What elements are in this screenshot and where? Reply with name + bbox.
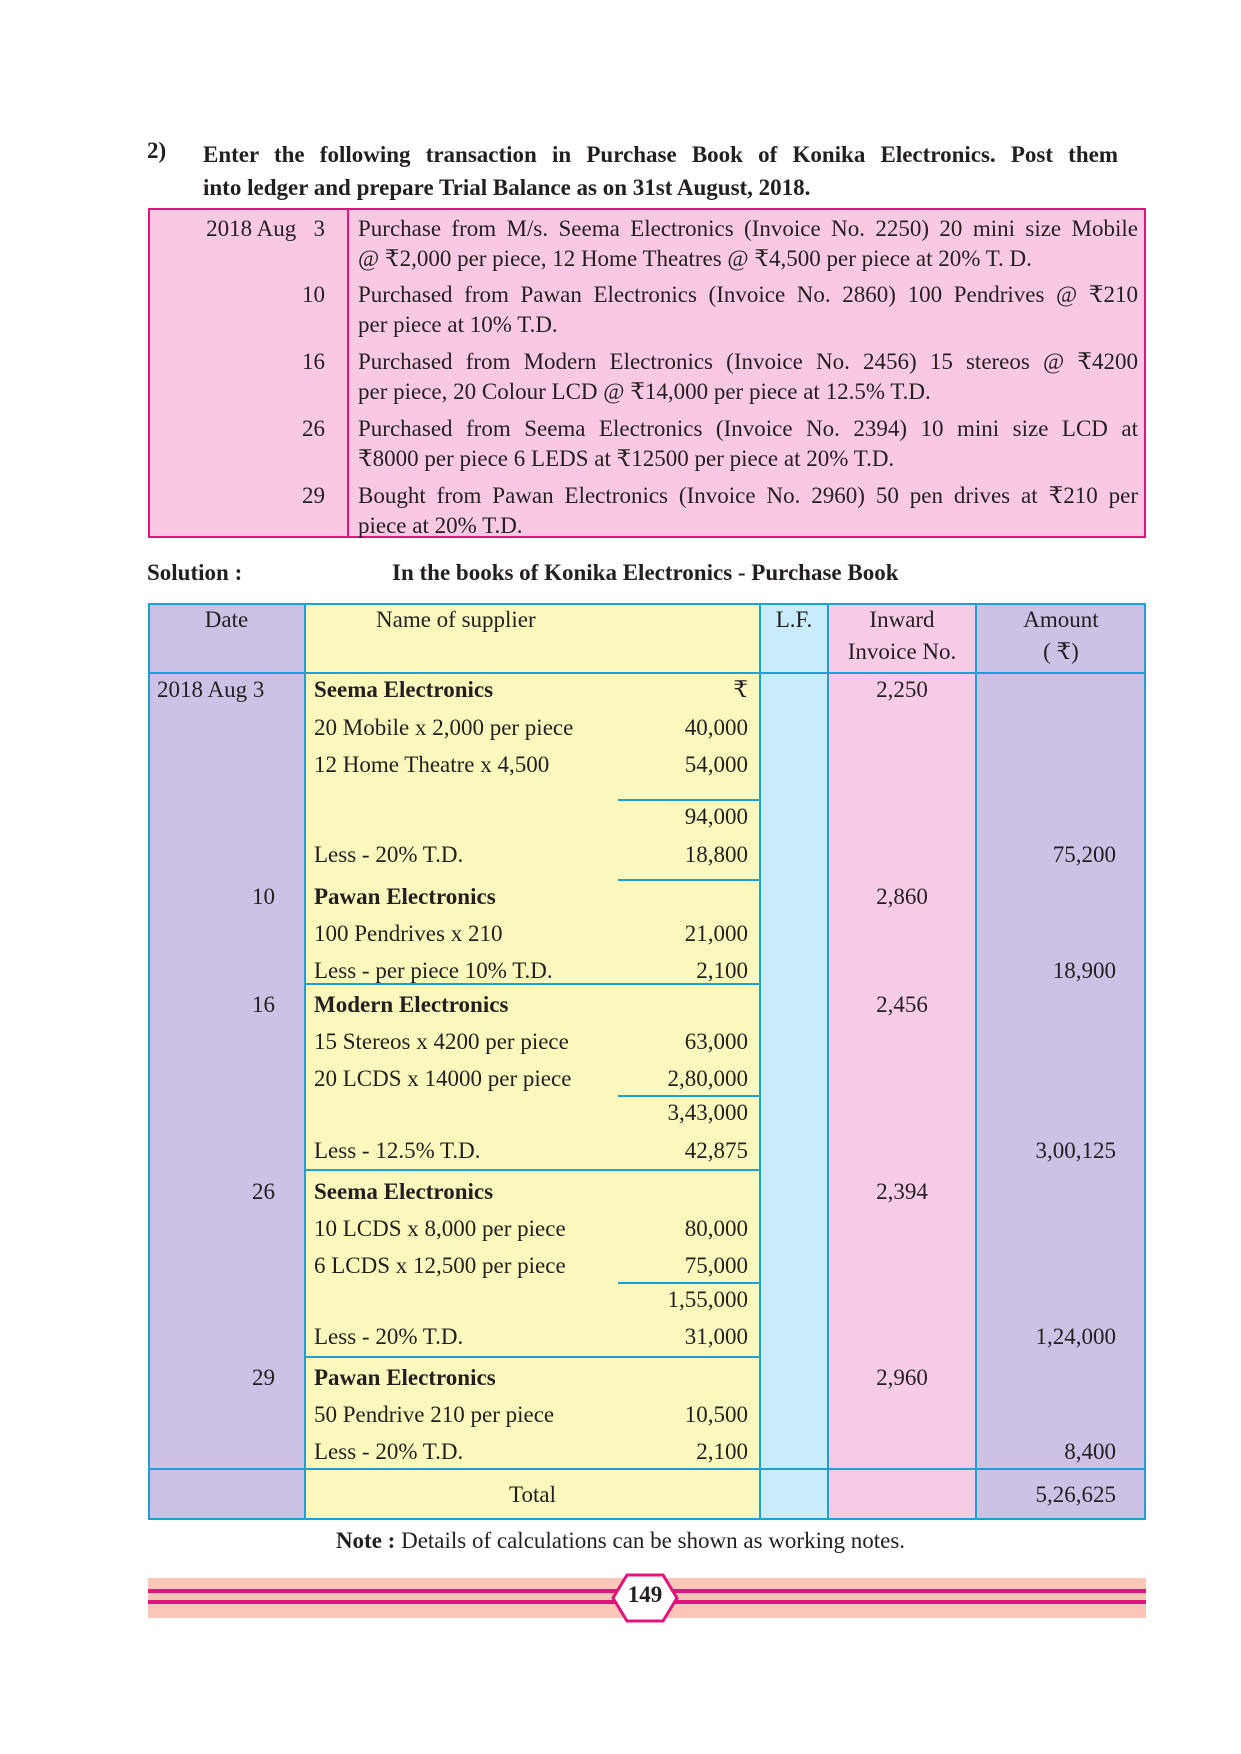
transaction-date: 2018 Aug 3 [206,216,325,241]
supplier-name: Seema Electronics [314,677,494,702]
line-value: 2,100 [696,1439,748,1464]
line-value: 1,55,000 [667,1287,748,1312]
question-number: 2) [147,138,167,163]
line-desc: Less - 12.5% T.D. [314,1138,481,1163]
line-desc: 50 Pendrive 210 per piece [314,1402,555,1427]
transaction-line-1: Bought from Pawan Electronics (Invoice No. 2960) 50 pen drives at ₹210 per [358,483,1138,508]
note-text: Details of calculations can be shown as working notes. [395,1528,906,1553]
supplier-name: Modern Electronics [314,992,509,1017]
line-desc: 15 Stereos x 4200 per piece [314,1029,569,1054]
line-desc: Less - per piece 10% T.D. [314,958,553,983]
line-desc: 10 LCDS x 8,000 per piece [314,1216,566,1241]
currency-symbol: ₹ [733,677,748,702]
question-text [203,138,1118,204]
entry-date: 10 [252,884,275,909]
note [0,1528,1241,1554]
line-value: 21,000 [684,921,748,946]
transaction-description [358,214,1138,274]
table-frame [148,603,1146,1520]
line-value: 3,43,000 [667,1100,748,1125]
transaction-line-1: Purchased from Seema Electronics (Invoice No. 2394) 10 mini size LCD at [358,416,1138,441]
purchase-book-table [148,603,1146,1520]
transactions-divider [347,210,349,536]
transaction-date: 29 [302,483,325,508]
transaction-date: 26 [302,416,325,441]
invoice-number: 2,860 [876,884,928,909]
transaction-line-2: piece at 20% T.D. [358,513,523,538]
line-value: 31,000 [684,1324,748,1349]
entry-amount: 18,900 [1052,958,1116,983]
transaction-description [358,280,1138,340]
line-value: 40,000 [684,715,748,740]
entry-amount: 3,00,125 [1035,1138,1116,1163]
transaction-description [358,414,1138,474]
transaction-line-1: Purchased from Pawan Electronics (Invoice No. 2860) 100 Pendrives @ ₹210 [358,282,1138,307]
line-desc: Less - 20% T.D. [314,842,464,867]
invoice-number: 2,456 [876,992,928,1017]
entry-amount: 8,400 [1064,1439,1116,1464]
header-lf: L.F. [775,607,813,632]
question-line-2: into ledger and prepare Trial Balance as on 31st August, 2018. [203,175,811,200]
line-value: 63,000 [684,1029,748,1054]
transaction-line-1: Purchase from M/s. Seema Electronics (Invoice No. 2250) 20 mini size Mobile [358,216,1138,241]
transaction-line-2: ₹8000 per piece 6 LEDS at ₹12500 per piece at 20% T.D. [358,446,895,471]
line-value: 42,875 [684,1138,748,1163]
book-title: In the books of Konika Electronics - Purchase Book [392,560,899,585]
transaction-line-2: @ ₹2,000 per piece, 12 Home Theatres @ ₹4,500 per piece at 20% T. D. [358,246,1032,271]
line-value: 10,500 [684,1402,748,1427]
invoice-number: 2,960 [876,1365,928,1390]
note-label: Note : [335,1528,396,1553]
header-amount-unit: ( ₹) [1043,639,1079,664]
total-label: Total [509,1482,556,1507]
supplier-name: Pawan Electronics [314,1365,496,1390]
question-line-1: Enter the following transaction in Purchase Book of Konika Electronics. Post them [203,142,1118,167]
total-amount: 5,26,625 [1035,1482,1116,1507]
entry-date: 29 [252,1365,275,1390]
invoice-number: 2,250 [876,677,928,702]
line-value: 75,000 [684,1253,748,1278]
header-date: Date [204,607,249,632]
entry-date: 2018 Aug 3 [157,677,265,702]
header-invoice-no: Invoice No. [847,639,957,664]
line-desc: Less - 20% T.D. [314,1439,464,1464]
line-value: 2,100 [696,958,748,983]
line-desc: Less - 20% T.D. [314,1324,464,1349]
solution-label: Solution : [147,560,243,585]
line-value: 2,80,000 [667,1066,748,1091]
invoice-number: 2,394 [876,1179,928,1204]
line-desc: 6 LCDS x 12,500 per piece [314,1253,566,1278]
page-number: 149 [627,1582,663,1607]
entry-amount: 1,24,000 [1035,1324,1116,1349]
transaction-line-2: per piece at 10% T.D. [358,312,558,337]
transaction-description [358,347,1138,407]
transaction-date: 16 [302,349,325,374]
line-desc: 12 Home Theatre x 4,500 [314,752,550,777]
header-amount: Amount [1023,607,1099,632]
supplier-name: Seema Electronics [314,1179,494,1204]
line-value: 94,000 [684,804,748,829]
transaction-line-1: Purchased from Modern Electronics (Invoice No. 2456) 15 stereos @ ₹4200 [358,349,1138,374]
line-desc: 100 Pendrives x 210 [314,921,503,946]
entry-date: 26 [252,1179,275,1204]
transactions-box [148,208,1146,538]
entry-date: 16 [252,992,275,1017]
entry-amount: 75,200 [1052,842,1116,867]
transaction-description [358,481,1138,541]
line-value: 80,000 [684,1216,748,1241]
transaction-date: 10 [302,282,325,307]
line-value: 18,800 [684,842,748,867]
line-desc: 20 LCDS x 14000 per piece [314,1066,572,1091]
header-inward: Inward [869,607,935,632]
line-value: 54,000 [684,752,748,777]
transaction-line-2: per piece, 20 Colour LCD @ ₹14,000 per piece at 12.5% T.D. [358,379,931,404]
header-supplier: Name of supplier [376,607,536,632]
supplier-name: Pawan Electronics [314,884,496,909]
line-desc: 20 Mobile x 2,000 per piece [314,715,574,740]
